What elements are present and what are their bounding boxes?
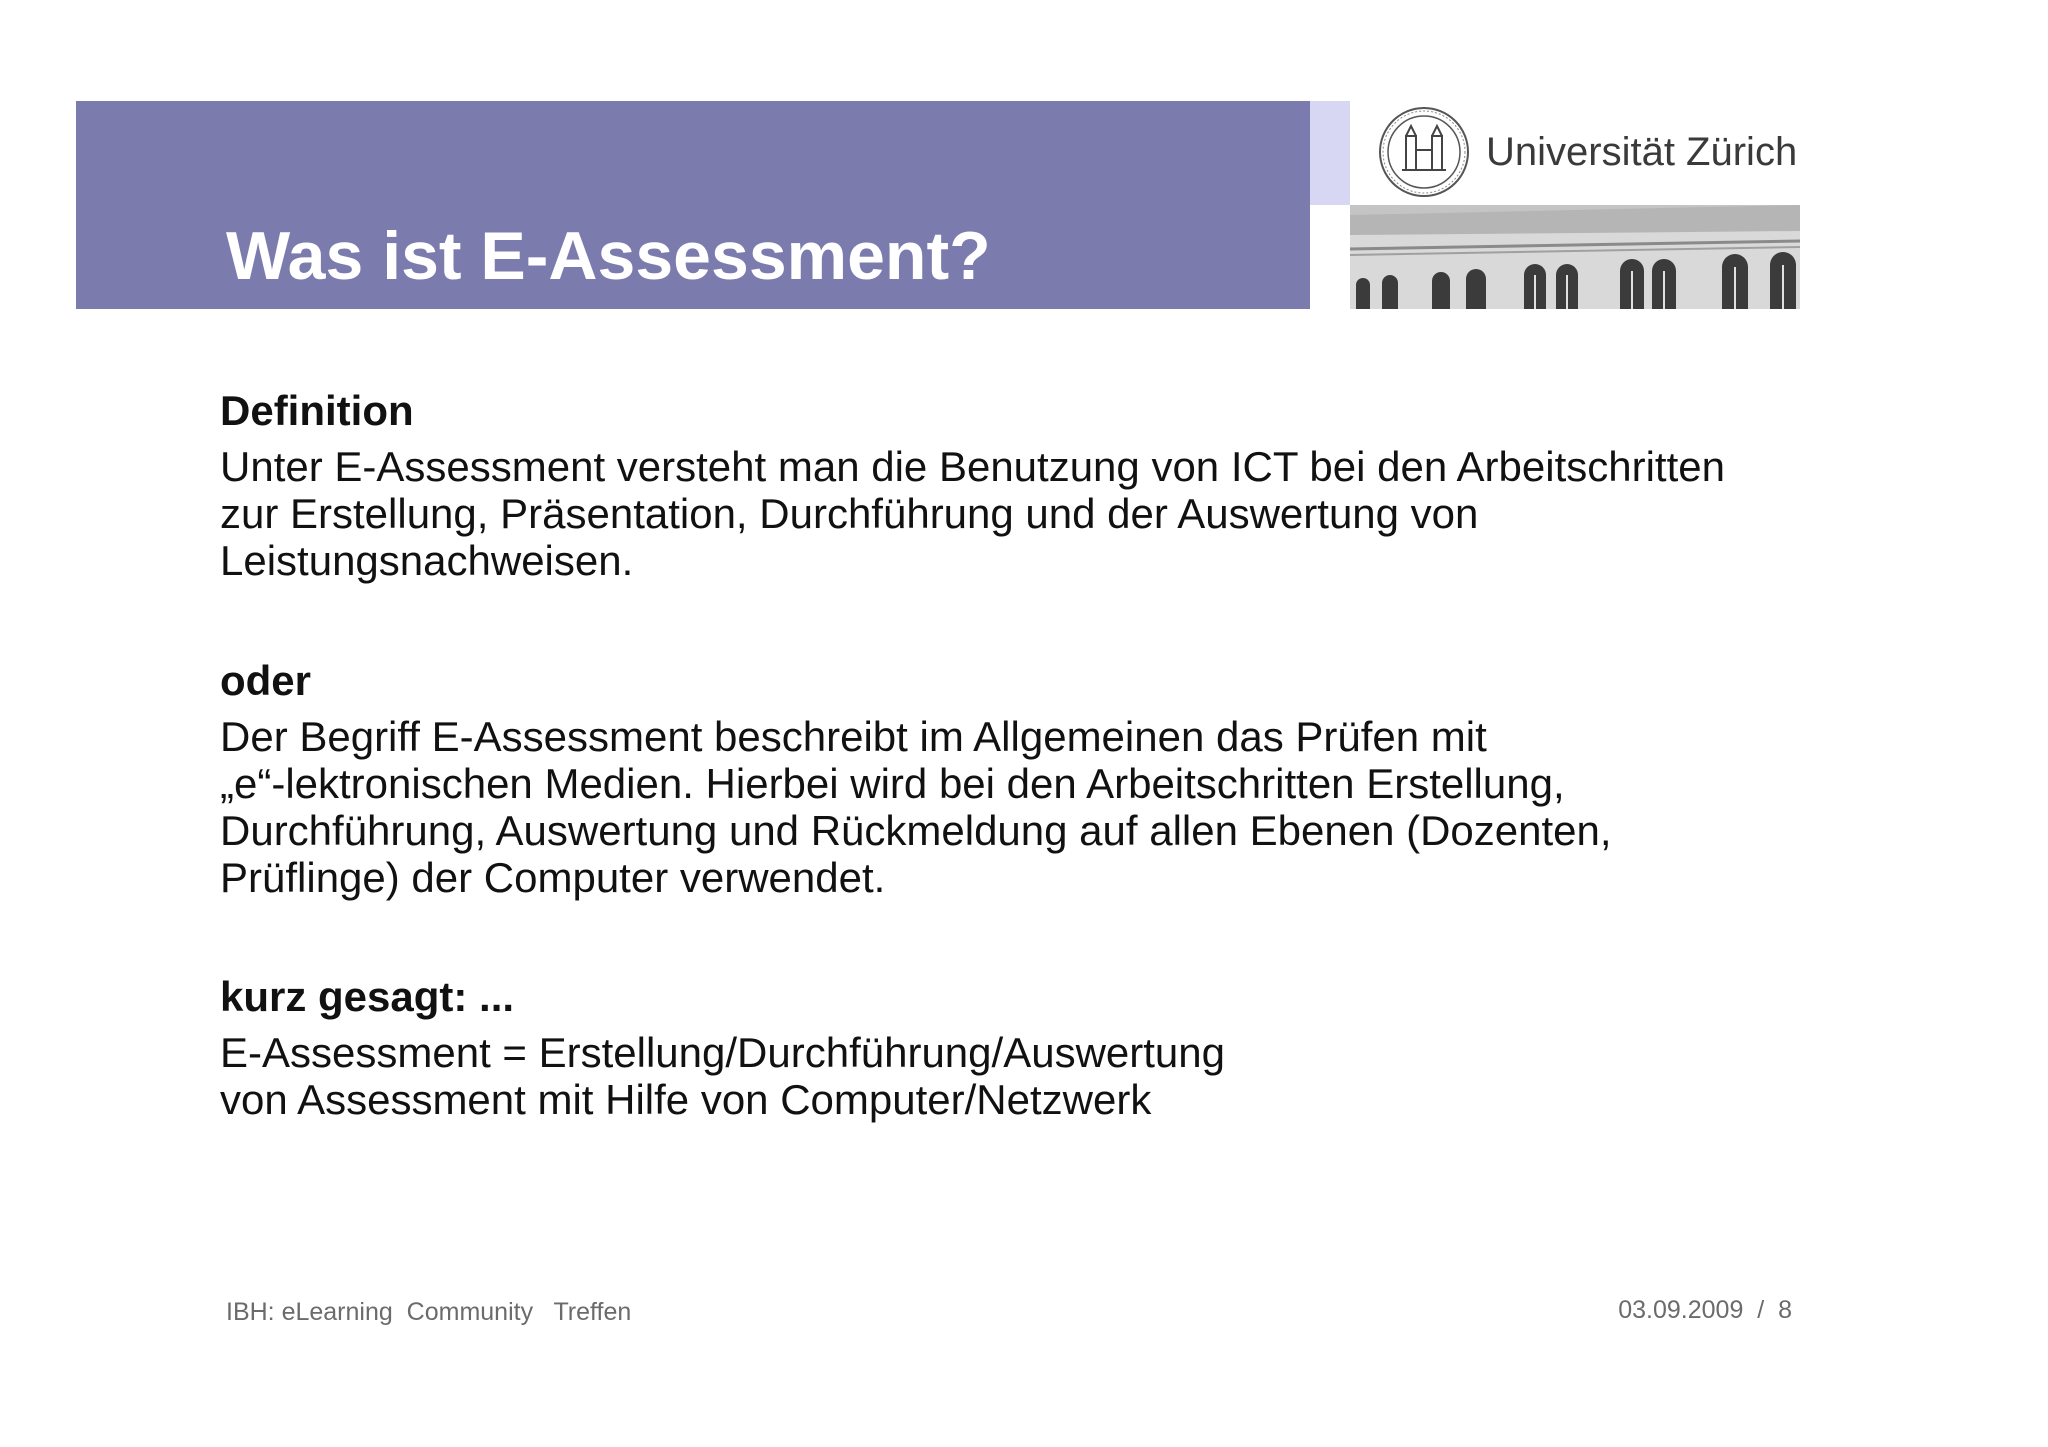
section-body-summary: E-Assessment = Erstellung/Durchführung/Auswertung von Assessment mit Hilfe von Computer/Netzwerk <box>220 1029 1225 1123</box>
building-facade-image <box>1350 205 1800 309</box>
oder-section <box>220 655 1612 901</box>
header-accent-block <box>1310 101 1350 205</box>
university-name: Universität Zürich <box>1486 130 1798 174</box>
slide-title: Was ist E-Assessment? <box>226 218 991 294</box>
section-heading-definition: Definition <box>220 387 414 434</box>
university-logo <box>1378 104 1798 200</box>
section-body-oder: Der Begriff E-Assessment beschreibt im Allgemeinen das Prüfen mit „e“-lektronischen Medien. Hierbei wird bei den Arbeitschritten Erstellung, Durchführung, Auswertung und Rückmeldung auf allen Ebenen (Dozenten, Prüflinge) der Computer verwendet. <box>220 713 1612 901</box>
section-heading-summary: kurz gesagt: ... <box>220 973 515 1020</box>
summary-section <box>220 971 1225 1123</box>
footer-event-name: IBH: eLearning Community Treffen <box>226 1298 632 1326</box>
university-seal-icon <box>1378 106 1470 198</box>
section-body-definition: Unter E-Assessment versteht man die Benutzung von ICT bei den Arbeitschritten zur Erstellung, Präsentation, Durchführung und der Auswertung von Leistungsnachweisen. <box>220 443 1725 584</box>
section-heading-oder: oder <box>220 657 312 704</box>
footer-date-page: 03.09.2009 / 8 <box>1618 1296 1792 1324</box>
definition-section <box>220 385 1725 584</box>
